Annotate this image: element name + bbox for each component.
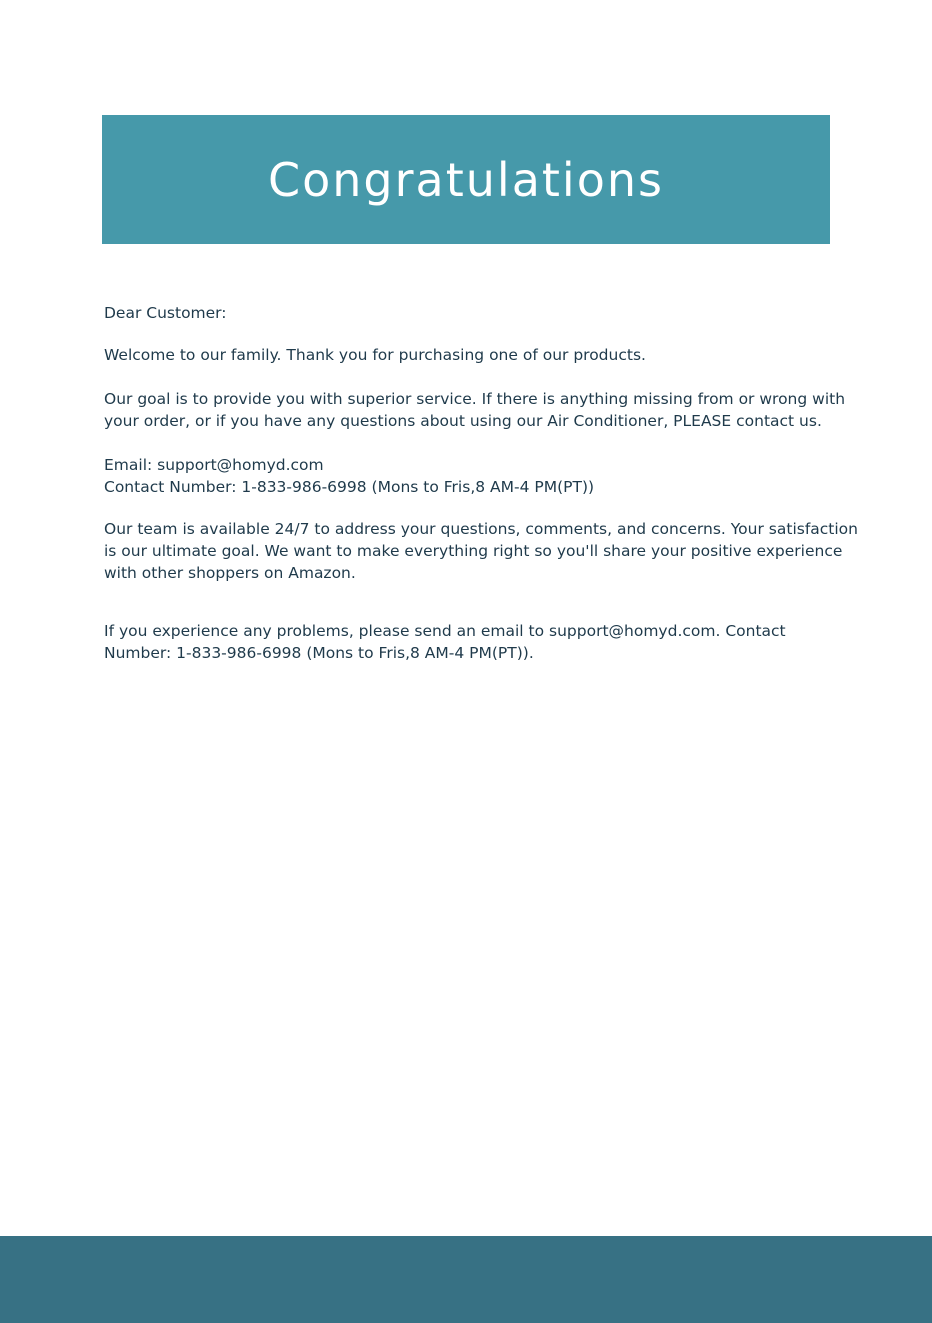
contact-number-line: Contact Number: 1-833-986-6998 (Mons to Fris,8 AM-4 PM(PT))	[104, 478, 595, 496]
salutation: Dear Customer:	[104, 304, 227, 322]
footer-band	[0, 1236, 932, 1323]
email-line: Email: support@homyd.com	[104, 456, 324, 474]
goal-paragraph-line-2: your order, or if you have any questions about using our Air Conditioner, PLEASE contact us.	[104, 412, 822, 430]
team-paragraph-line-1: Our team is available 24/7 to address your questions, comments, and concerns. Your satisfaction	[104, 520, 858, 538]
goal-paragraph-line-1: Our goal is to provide you with superior service. If there is anything missing from or wrong with	[104, 390, 846, 408]
letter-body	[104, 302, 894, 664]
team-paragraph-line-2: is our ultimate goal. We want to make everything right so you'll share your positive experience	[104, 542, 843, 560]
title-banner	[102, 115, 830, 244]
problems-paragraph-line-2: Number: 1-833-986-6998 (Mons to Fris,8 AM-4 PM(PT)).	[104, 644, 534, 662]
problems-paragraph-line-1: If you experience any problems, please send an email to support@homyd.com. Contact	[104, 622, 786, 640]
page-title: Congratulations	[268, 152, 664, 207]
welcome-paragraph: Welcome to our family. Thank you for purchasing one of our products.	[104, 346, 646, 364]
team-paragraph-line-3: with other shoppers on Amazon.	[104, 564, 356, 582]
